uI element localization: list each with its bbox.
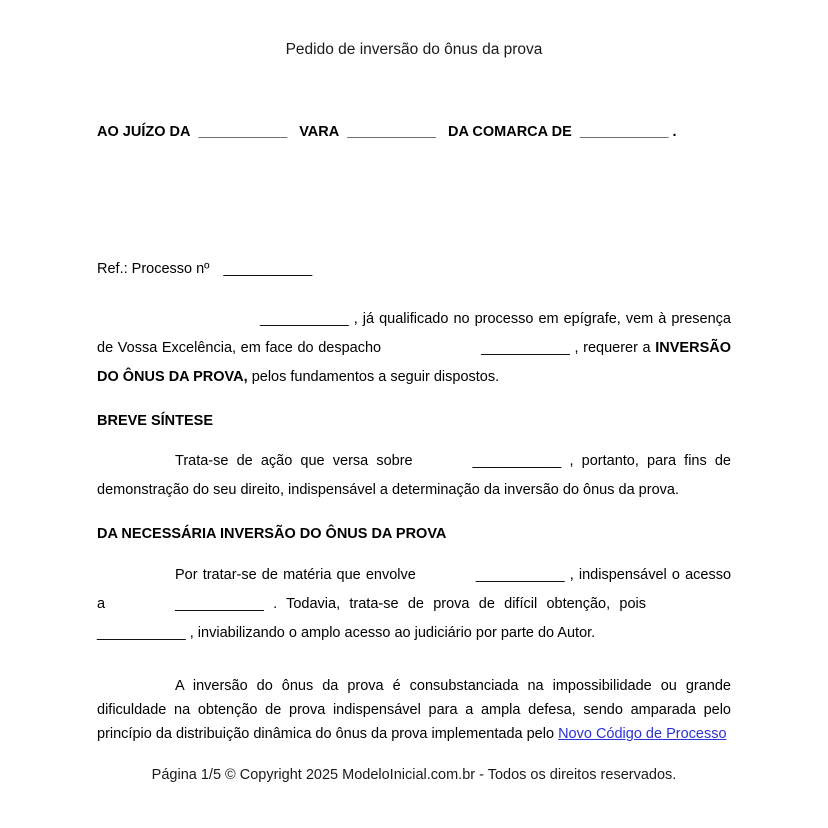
blank-process-number: ___________ bbox=[223, 261, 313, 277]
blank-requerente-name: ___________ bbox=[260, 311, 349, 327]
final-text-1: A inversão do ônus da prova é consubstanciada na impossibilidade ou grande dificuldade na obtenção de prova indispensável para a ampla defesa, sendo amparada pelo princípio da distribuição dinâmica do ônus da prova implementada pelo bbox=[97, 678, 731, 742]
novo-codigo-processo-link[interactable]: Novo Código de Processo bbox=[558, 726, 727, 742]
necessaria-text-3: . Todavia, trata-se de prova de difícil obtenção, pois bbox=[273, 596, 647, 612]
opening-paragraph bbox=[97, 305, 731, 392]
necessaria-paragraph-2 bbox=[97, 674, 731, 746]
opening-text-3: pelos fundamentos a seguir dispostos. bbox=[251, 369, 500, 385]
blank-motivo: ___________ bbox=[97, 625, 186, 641]
court-address-line bbox=[97, 123, 731, 141]
blank-vara-type: ___________ bbox=[347, 124, 436, 140]
opening-bold-request: INVERSÃO DO ÔNUS DA PROVA, bbox=[97, 340, 732, 385]
blank-materia: ___________ bbox=[475, 567, 565, 583]
page-footer: Página 1/5 © Copyright 2025 ModeloInicial.com.br - Todos os direitos reservados. bbox=[151, 767, 677, 783]
reference-label: Ref.: Processo nº bbox=[97, 261, 210, 277]
blank-acao-objeto: ___________ bbox=[472, 453, 562, 469]
court-text-pre: AO JUÍZO DA bbox=[97, 124, 191, 140]
sintese-text-2: , portanto, para fins de demonstração do seu direito, indispensável a determinação da inversão do ônus da prova. bbox=[97, 453, 732, 498]
opening-text-2: , requerer a bbox=[574, 340, 651, 356]
necessaria-paragraph-1 bbox=[97, 561, 731, 648]
blank-comarca-name: ___________ bbox=[579, 124, 669, 140]
necessaria-text-1: Por tratar-se de matéria que envolve bbox=[175, 567, 416, 583]
necessaria-text-2: , indispensável o acesso a bbox=[97, 567, 732, 612]
sintese-text-1: Trata-se de ação que versa sobre bbox=[175, 453, 413, 469]
court-text-comarca: DA COMARCA DE bbox=[447, 124, 572, 140]
breve-sintese-paragraph bbox=[97, 447, 731, 505]
reference-line bbox=[97, 260, 731, 278]
blank-vara-number: ___________ bbox=[198, 124, 288, 140]
section-heading-breve-sintese: BREVE SÍNTESE bbox=[97, 413, 214, 429]
page-title: Pedido de inversão do ônus da prova bbox=[285, 41, 543, 58]
section-heading-necessaria-inversao: DA NECESSÁRIA INVERSÃO DO ÔNUS DA PROVA bbox=[97, 526, 447, 542]
blank-acesso: ___________ bbox=[175, 596, 264, 612]
court-text-period: . bbox=[672, 124, 677, 140]
necessaria-text-4: , inviabilizando o amplo acesso ao judiciário por parte do Autor. bbox=[189, 625, 596, 641]
blank-despacho: ___________ bbox=[481, 340, 570, 356]
opening-text-1: , já qualificado no processo em epígrafe, vem à presença de Vossa Excelência, em face do despacho bbox=[97, 311, 731, 356]
court-text-vara: VARA bbox=[299, 124, 340, 140]
